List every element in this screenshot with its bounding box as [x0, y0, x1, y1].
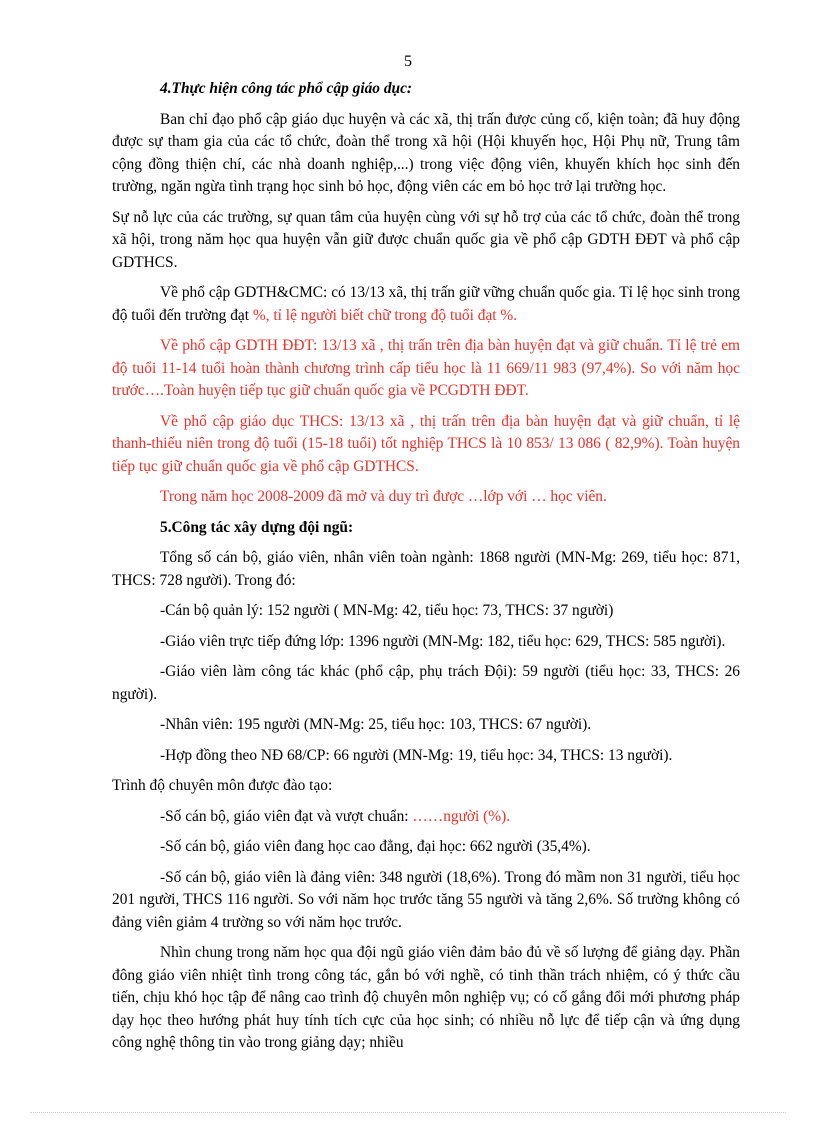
section-4-heading: 4.Thực hiện công tác phổ cập giáo dục: [160, 80, 413, 97]
section-5-paragraph-10: -Số cán bộ, giáo viên là đảng viên: 348 người (18,6%). Trong đó mầm non 31 người, tiểu học 201 người, THCS 116 người. So với năm học trước tăng 55 người và tăng 2,6%. Số trường không có đảng viên giảm 4 trường so với năm học trước. [112, 868, 740, 931]
section-4-paragraph-2: Sự nỗ lực của các trường, sự quan tâm của huyện cùng với sự hỗ trợ của các tổ chức, đoàn thể trong xã hội, trong năm học qua huyện vẫn giữ được chuẩn quốc gia về phổ cập GDTH ĐĐT và phổ cập GDTHCS. [112, 208, 740, 271]
qualified-staff-highlight: ……người (%). [412, 807, 511, 825]
section-5-paragraph-8 [112, 806, 740, 829]
section-5-heading: 5.Công tác xây dựng đội ngũ: [160, 518, 354, 536]
section-4-paragraph-5: Về phổ cập giáo dục THCS: 13/13 xã , thị trấn trên địa bàn huyện đạt và giữ chuẩn, tỉ lệ thanh-thiếu niên trong độ tuổi (15-18 tuổi) tốt nghiệp THCS là 10 853/ 13 086 ( 82,9%). Toàn huyện tiếp tục giữ chuẩn quốc gia về phổ cập GDTHCS. [112, 412, 740, 475]
section-5-paragraph-2: -Cán bộ quản lý: 152 người ( MN-Mg: 42, tiểu học: 73, THCS: 37 người) [160, 602, 614, 619]
section-5-paragraph-3: -Giáo viên trực tiếp đứng lớp: 1396 người (MN-Mg: 182, tiểu học: 629, THCS: 585 người). [160, 632, 726, 650]
section-4-paragraph-3 [112, 282, 740, 327]
section-5-paragraph-1: Tổng số cán bộ, giáo viên, nhân viên toàn ngành: 1868 người (MN-Mg: 269, tiểu học: 871, THCS: 728 người). Trong đó: [112, 549, 740, 589]
section-5-paragraph-6: -Hợp đồng theo NĐ 68/CP: 66 người (MN-Mg: 19, tiểu học: 34, THCS: 13 người). [160, 746, 673, 764]
gdth-cmc-text: Về phổ cập GDTH&CMC: có 13/13 xã, thị trấn giữ vững chuẩn quốc gia. Tỉ lệ học sinh trong độ tuổi đến trường đạt [112, 284, 740, 324]
section-5-paragraph-11: Nhìn chung trong năm học qua đội ngũ giáo viên đảm bảo đủ về số lượng để giảng dạy. Phần đông giáo viên nhiệt tình trong công tác, gắn bó với nghề, có tinh thần trách nhiệm, có ý thức cầu tiến, chịu khó học tập để nâng cao trình độ chuyên môn nghiệp vụ; có cố gắng đổi mới phương pháp dạy học theo hướng phát huy tính tích cực của học sinh; có nhiều nỗ lực để tiếp cận và ứng dụng công nghệ thông tin vào trong giảng dạy; nhiều [112, 944, 740, 1051]
document-body [112, 78, 740, 1063]
section-5-paragraph-5: -Nhân viên: 195 người (MN-Mg: 25, tiểu học: 103, THCS: 67 người). [160, 716, 592, 733]
gdth-cmc-highlight: %, tỉ lệ người biết chữ trong độ tuổi đạt %. [252, 306, 518, 324]
section-4-paragraph-6: Trong năm học 2008-2009 đã mở và duy trì được …lớp với … học viên. [160, 488, 607, 505]
section-5-paragraph-4: -Giáo viên làm công tác khác (phổ cập, phụ trách Đội): 59 người (tiểu học: 33, THCS: 26 người). [112, 663, 740, 703]
page-bottom-divider [30, 1112, 786, 1113]
section-5-paragraph-7: Trình độ chuyên môn được đào tạo: [112, 777, 333, 794]
page-number: 5 [404, 53, 412, 70]
section-4-paragraph-1: Ban chỉ đạo phổ cập giáo dục huyện và các xã, thị trấn được củng cố, kiện toàn; đã huy động được sự tham gia của các tổ chức, đoàn thể trong xã hội (Hội khuyến học, Hội Phụ nữ, Trung tâm cộng đồng thiện chí, các nhà doanh nghiệp,...) trong việc động viên, khuyến khích học sinh đến trường, ngăn ngừa tình trạng học sinh bỏ học, động viên các em bỏ học trở lại trường học. [112, 110, 740, 195]
section-4-paragraph-4: Về phổ cập GDTH ĐĐT: 13/13 xã , thị trấn trên địa bàn huyện đạt và giữ chuẩn. Tỉ lệ trẻ em độ tuổi 11-14 tuổi hoàn thành chương trình cấp tiểu học là 11 669/11 983 (97,4%). So với năm học trước….Toàn huyện tiếp tục giữ chuẩn quốc gia về PCGDTH ĐĐT. [112, 337, 740, 399]
qualified-staff-text: -Số cán bộ, giáo viên đạt và vượt chuẩn: [160, 807, 413, 825]
section-5-paragraph-9: -Số cán bộ, giáo viên đang học cao đẳng, đại học: 662 người (35,4%). [160, 838, 591, 855]
